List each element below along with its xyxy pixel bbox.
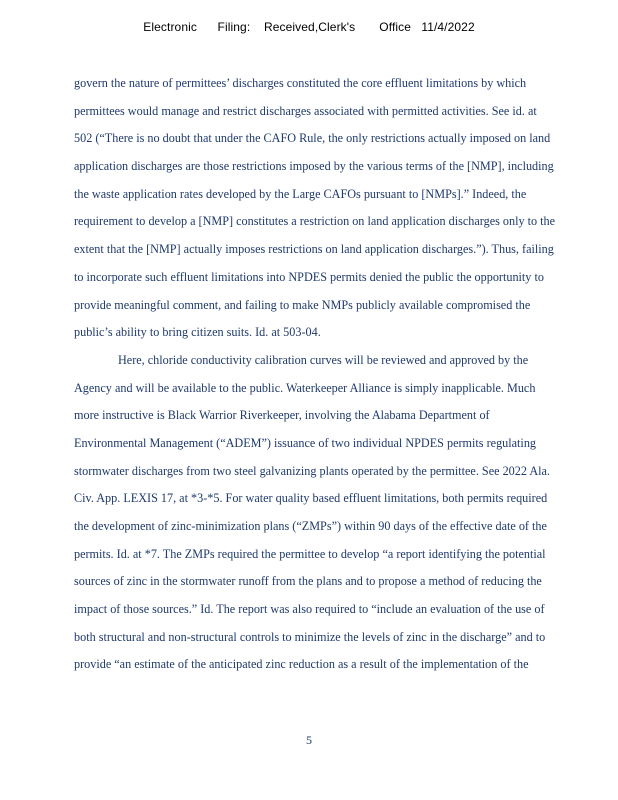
body-line: provide meaningful comment, and failing to make NMPs publicly available compromised the [74,297,531,312]
body-line: requirement to develop a [NMP] constitutes a restriction on land application discharges only to the [74,214,556,229]
body-line: to incorporate such effluent limitations into NPDES permits denied the public the opportunity to [74,269,544,284]
body-line: Civ. App. LEXIS 17, at *3-*5. For water quality based effluent limitations, both permits required [74,491,548,506]
body-line: the waste application rates developed by the Large CAFOs pursuant to [NMPs].” Indeed, the [74,186,527,201]
body-line: provide “an estimate of the anticipated zinc reduction as a result of the implementation of the [74,657,529,672]
body-line: extent that the [NMP] actually imposes restrictions on land application discharges.”). Thus, failing [74,242,554,257]
body-line: permittees would manage and restrict discharges associated with permitted activities. See id. at [74,103,537,118]
body-line: stormwater discharges from two steel galvanizing plants operated by the permittee. See 2022 Ala. [74,463,550,478]
page-number: 5 [306,733,312,747]
body-line: impact of those sources.” Id. The report was also required to “include an evaluation of the use of [74,602,545,617]
paragraph-start-line: Here, chloride conductivity calibration curves will be reviewed and approved by the [118,352,529,367]
body-line: both structural and non-structural controls to minimize the levels of zinc in the discharge” and to [74,629,546,644]
body-line: 502 (“There is no doubt that under the CAFO Rule, the only restrictions actually imposed on land [74,131,551,146]
body-line: govern the nature of permittees’ discharges constituted the core effluent limitations by which [74,76,527,90]
body-line: Agency and will be available to the public. Waterkeeper Alliance is simply inapplicable. Much [74,380,536,395]
body-line: the development of zinc-minimization plans (“ZMPs”) within 90 days of the effective date of the [74,519,547,533]
body-line: sources of zinc in the stormwater runoff from the plans and to propose a method of reducing the [74,574,542,589]
body-line: permits. Id. at *7. The ZMPs required the permittee to develop “a report identifying the potential [74,546,546,561]
filing-stamp-text: Electronic Filing: Received,Clerk's Office 11/4/2022 [143,20,475,34]
document-body [74,70,594,679]
body-line: Environmental Management (“ADEM”) issuance of two individual NPDES permits regulating [74,435,537,450]
body-line: public’s ability to bring citizen suits. Id. at 503-04. [74,325,321,340]
electronic-filing-header [0,20,618,34]
body-line: more instructive is Black Warrior Riverkeeper, involving the Alabama Department of [74,408,490,423]
body-line: application discharges are those restrictions imposed by the various terms of the [NMP], including [74,159,554,174]
